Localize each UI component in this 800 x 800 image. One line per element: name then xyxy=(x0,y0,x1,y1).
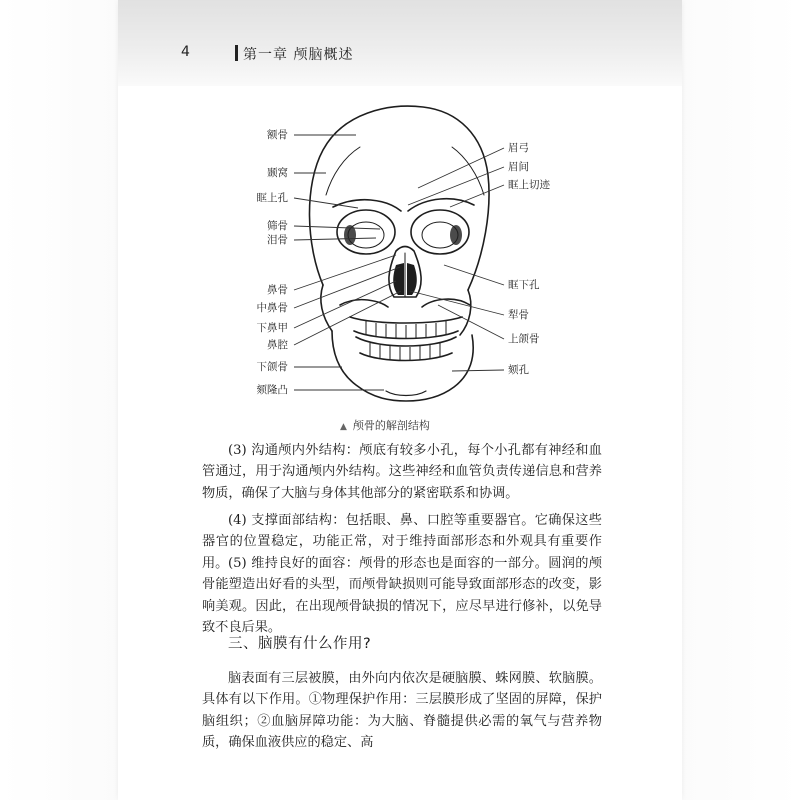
label-maxilla: 上颌骨 xyxy=(508,333,540,345)
label-nasal-cavity: 鼻腔 xyxy=(267,339,288,351)
chapter-title: 第一章 颅脑概述 xyxy=(243,47,354,63)
paragraph-4: (4) 支撑面部结构：包括眼、鼻、口腔等重要器官。它确保这些器官的位置稳定，功能正常，对于维持面部形态和外观具有重要作用。 xyxy=(202,513,602,571)
page-number: 4 xyxy=(181,44,190,60)
label-inferior-nasal-concha: 下鼻甲 xyxy=(256,322,288,334)
skull-illustration xyxy=(118,95,682,415)
label-mandible: 下颌骨 xyxy=(256,361,288,373)
label-frontal-bone: 额骨 xyxy=(267,129,288,141)
page-header xyxy=(118,0,682,86)
label-supraorbital-notch: 眶上切迹 xyxy=(508,179,550,191)
label-supraorbital-foramen: 眶上孔 xyxy=(256,192,288,204)
left-margin xyxy=(0,0,118,800)
label-glabella: 眉间 xyxy=(508,161,529,173)
label-temporal-fossa: 颞窝 xyxy=(267,167,288,179)
figure-caption xyxy=(340,417,430,433)
label-infraorbital-foramen: 眶下孔 xyxy=(508,279,540,291)
section-heading: 三、脑膜有什么作用? xyxy=(228,636,372,652)
skull-figure xyxy=(118,95,682,415)
triangle-icon: ▲ xyxy=(340,422,347,432)
label-mental-foramen: 颏孔 xyxy=(508,364,529,376)
label-middle-nasal-bone: 中鼻骨 xyxy=(256,302,288,314)
label-lacrimal-bone: 泪骨 xyxy=(267,234,288,246)
caption-text: 颅骨的解剖结构 xyxy=(352,419,430,432)
label-superciliary-arch: 眉弓 xyxy=(508,142,529,154)
label-mental-protuberance: 颏隆凸 xyxy=(256,384,288,396)
label-nasal-bone: 鼻骨 xyxy=(267,284,288,296)
header-divider xyxy=(235,45,238,61)
teeth-detail xyxy=(366,321,446,361)
label-vomer: 犁骨 xyxy=(508,309,529,321)
skull-shading xyxy=(344,225,462,295)
paragraph-3: (3) 沟通颅内外结构：颅底有较多小孔，每个小孔都有神经和血管通过，用于沟通颅内外结构。这些神经和血管负责传递信息和营养物质，确保了大脑与身体其他部分的紧密联系和协调。 xyxy=(202,443,602,501)
right-margin xyxy=(682,0,800,800)
paragraph-5: (5) 维持良好的面容：颅骨的形态也是面容的一部分。圆润的颅骨能塑造出好看的头型，而颅骨缺损则可能导致面部形态的改变，影响美观。因此，在出现颅骨缺损的情况下，应尽早进行修补，以免导致不良后果。 xyxy=(202,556,602,636)
book-page xyxy=(118,0,682,800)
label-ethmoid-bone: 筛骨 xyxy=(267,220,288,232)
paragraph-meninges: 脑表面有三层被膜，由外向内依次是硬脑膜、蛛网膜、软脑膜。具体有以下作用。①物理保护作用：三层膜形成了坚固的屏障，保护脑组织；②血脑屏障功能：为大脑、脊髓提供必需的氧气与营养物质，确保血液供应的稳定、高 xyxy=(202,671,602,751)
